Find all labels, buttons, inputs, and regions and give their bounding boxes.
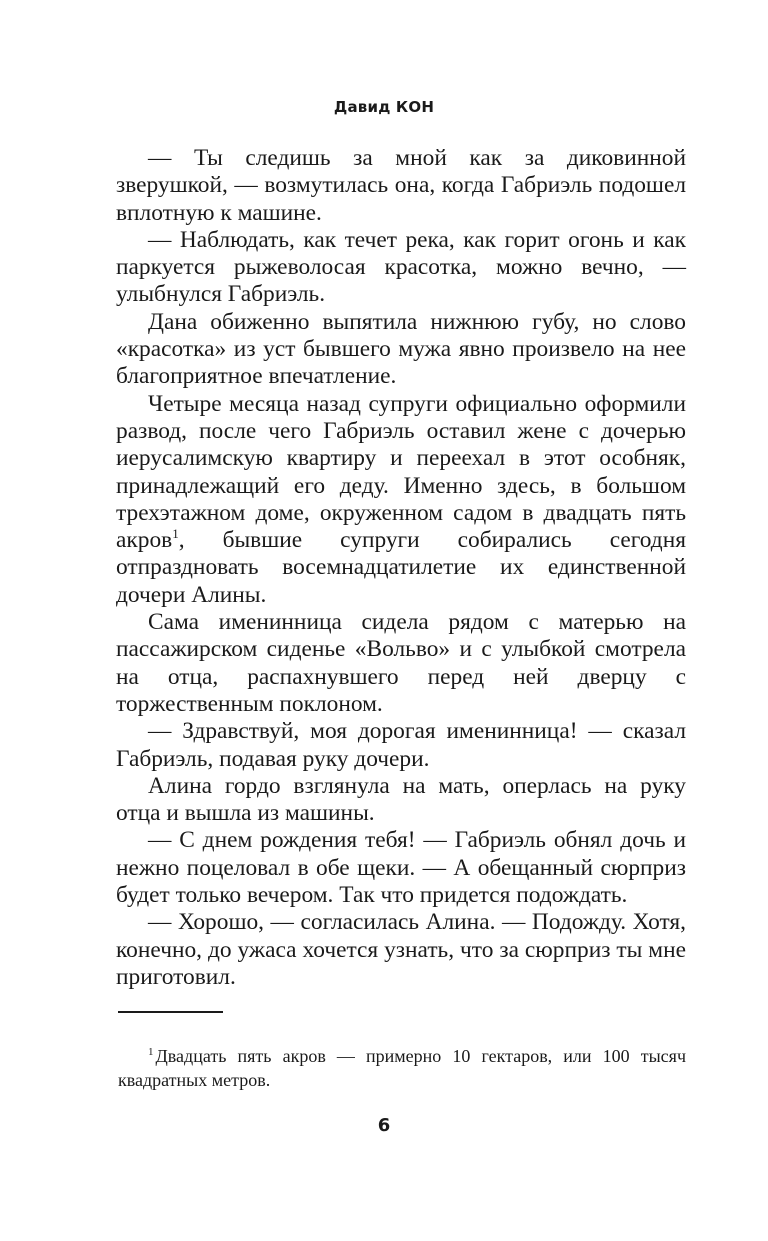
- main-text: [116, 145, 686, 991]
- paragraph-6: — Здравствуй, моя дорогая именинница! — сказал Габриэль, подавая руку дочери.: [116, 718, 686, 772]
- paragraph-2: — Наблюдать, как течет река, как горит огонь и как паркуется рыжеволосая красотка, можно вечно, — улыбнулся Габриэль.: [116, 226, 686, 308]
- paragraph-9: — Хорошо, — согласилась Алина. — Подожду. Хотя, конечно, до ужаса хочется узнать, что за сюрприз ты мне приготовил.: [116, 909, 686, 990]
- footnote-text: Двадцать пять акров — примерно 10 гектаров, или 100 тысяч квадратных метров.: [118, 1046, 686, 1090]
- footnote-divider: [118, 1011, 223, 1013]
- footnote: [118, 1044, 686, 1092]
- paragraph-3: Дана обиженно выпятила нижнюю губу, но слово «красотка» из уст бывшего мужа явно произвело на нее благоприятное впечатление.: [116, 308, 686, 390]
- paragraph-7: Алина гордо взглянула на мать, оперлась на руку отца и вышла из машины.: [116, 772, 686, 827]
- paragraph-4-text-b: , бывшие супруги собирались сегодня отпраздновать восемнадцатилетие их единственной дочери Алины.: [116, 527, 686, 608]
- paragraph-4: [116, 391, 686, 609]
- running-title: Давид КОН: [333, 98, 435, 116]
- paragraph-5: Сама именинница сидела рядом с матерью на пассажирском сиденье «Вольво» и с улыбкой смотрела на отца, распахнувшего перед ней дверцу с торжественным поклоном.: [116, 609, 686, 717]
- footnote-reference[interactable]: 1: [172, 526, 179, 542]
- paragraph-4-text-a: Четыре месяца назад супруги официально оформили развод, после чего Габриэль оставил жене с дочерью иерусалимскую квартиру и переехал в этот особняк, принадлежащий его деду. Именно здесь, в большом трехэтажном доме, окруженном садом в двадцать пять акров: [116, 390, 686, 554]
- paragraph-8: — С днем рождения тебя! — Габриэль обнял дочь и нежно поцеловал в обе щеки. — А обещанный сюрприз будет только вечером. Так что придется подождать.: [116, 827, 686, 909]
- footnote-mark: 1: [148, 1046, 154, 1058]
- paragraph-1: — Ты следишь за мной как за диковинной зверушкой, — возмутилась она, когда Габриэль подошел вплотную к машине.: [116, 145, 686, 226]
- page-number: 6: [377, 1115, 391, 1136]
